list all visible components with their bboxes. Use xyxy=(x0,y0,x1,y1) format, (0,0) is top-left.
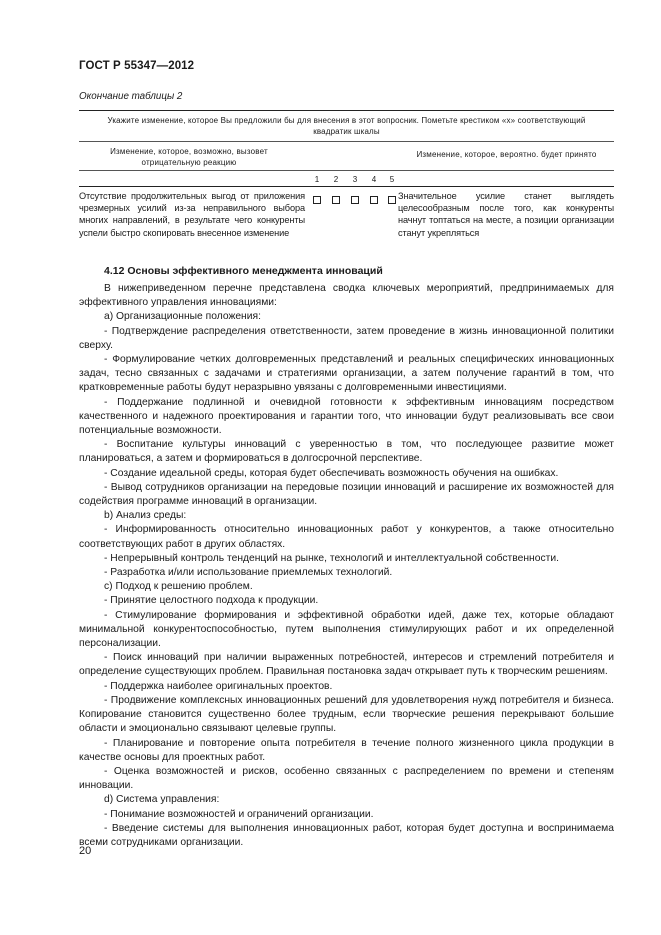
paragraph: - Продвижение комплексных инновационных решений для удовлетворения нужд потребителя и бизнеса. Копирование становится существенно более трудным, если творческие решения перекрывают большие области и эмоционально связывают целевые группы. xyxy=(79,694,614,735)
paragraph: - Разработка и/или использование приемлемых технологий. xyxy=(104,567,393,579)
paragraph: d) Система управления: xyxy=(104,794,220,806)
paragraph: - Вывод сотрудников организации на передовые позиции инноваций и расширение их возможностей для содействия программе инноваций в организации. xyxy=(79,481,614,508)
table-row xyxy=(79,187,614,255)
scale-checkbox-5[interactable] xyxy=(388,196,396,204)
paragraph: - Формулирование четких долговременных представлений и реальных специфических инновационных задач, тесно связанных с задачами и стратегиями организации, а затем получение гарантий в том, что кратковременные работы будут неразрывно увязаны с долговременными инвестициями. xyxy=(79,354,614,394)
scale-label: 2 xyxy=(333,175,339,184)
page-number: 20 xyxy=(79,845,92,857)
scale-label: 1 xyxy=(314,175,320,184)
row-accepted-text: Значительное усилие станет выглядеть целесообразным после того, как конкуренты начнут топтаться на месте, а позиции организации станут укрепляться xyxy=(398,191,614,238)
table-header-row xyxy=(79,142,614,170)
paragraph: - Воспитание культуры инноваций с уверенностью в том, что последующее развитие может планироваться, а затем и формироваться в долгосрочной перспективе. xyxy=(79,439,614,465)
paragraph: - Информированность относительно инновационных работ у конкурентов, а также относительно соответствующих работ в других областях. xyxy=(79,524,614,550)
paragraph: - Непрерывный контроль тенденций на рынке, технологий и интеллектуальной собственности. xyxy=(104,552,559,564)
table-instruction: Укажите изменение, которое Вы предложили бы для внесения в этот вопросник. Пометьте крестиком «х» соответствующий квадратик шкалы xyxy=(107,116,586,136)
paragraph: В нижеприведенном перечне представлена сводка ключевых мероприятий, предпринимаемых для эффективного управления инновациями: xyxy=(79,283,614,309)
row-negative-text: Отсутствие продолжительных выгод от приложения чрезмерных усилий из-за неправильного выбора многих направлений, в результате чего конкуренты успели быстро скопировать внесенное изменение xyxy=(79,191,305,238)
paragraph: - Оценка возможностей и рисков, особенно связанных с распределением по времени и степеням инновации. xyxy=(79,765,614,792)
scale-checkbox-1[interactable] xyxy=(313,196,321,204)
paragraph: - Принятие целостного подхода к продукции. xyxy=(104,595,319,607)
section-title: 4.12 Основы эффективного менеджмента инноваций xyxy=(104,265,383,277)
document-header: ГОСТ Р 55347—2012 xyxy=(79,60,195,72)
paragraph: - Подтверждение распределения ответственности, затем проведение в жизнь инновационной политики сверху. xyxy=(79,325,614,351)
header-accepted-change: Изменение, которое, вероятно. будет принято xyxy=(416,150,597,159)
scale-label: 4 xyxy=(371,175,377,184)
section-body xyxy=(79,282,614,850)
paragraph: - Понимание возможностей и ограничений организации. xyxy=(104,808,374,820)
paragraph: - Поддержание подлинной и очевидной готовности к эффективным инновациям посредством качественного и надежного проектирования и гарантии того, что инновации будут реализовывать все свои потенциальные возможности. xyxy=(79,396,614,437)
scale-checkbox-2[interactable] xyxy=(332,196,340,204)
paragraph: - Стимулирование формирования и эффективной обработки идей, даже тех, которые обладают минимальной конкурентоспособностью, путем выполнения стимулирующих работ и их определенной персонализации. xyxy=(79,609,614,650)
table-caption: Окончание таблицы 2 xyxy=(79,91,183,102)
scale-checkbox-4[interactable] xyxy=(370,196,378,204)
header-negative-change: Изменение, которое, возможно, вызовет отрицательную реакцию xyxy=(110,147,268,167)
scale-checkbox-3[interactable] xyxy=(351,196,359,204)
paragraph: - Создание идеальной среды, которая будет обеспечивать возможность обучения на ошибках. xyxy=(104,467,559,479)
survey-table xyxy=(79,110,614,255)
paragraph: - Поиск инноваций при наличии выраженных потребностей, интересов и стремлений потребителя и определение существующих проблем. Правильная постановка задач открывает путь к творческим решениям. xyxy=(79,652,614,678)
scale-label: 5 xyxy=(389,175,395,184)
paragraph: - Введение системы для выполнения инновационных работ, которая будет доступна и воспринимаема всеми сотрудниками организации. xyxy=(79,822,614,848)
scale-row xyxy=(79,171,614,186)
scale-label: 3 xyxy=(352,175,358,184)
paragraph: c) Подход к решению проблем. xyxy=(104,581,253,593)
paragraph: b) Анализ среды: xyxy=(104,510,187,522)
paragraph: а) Организационные положения: xyxy=(104,311,261,323)
paragraph: - Планирование и повторение опыта потребителя в течение полного жизненного цикла продукции в качестве основы для проектных работ. xyxy=(79,737,614,763)
paragraph: - Поддержка наиболее оригинальных проектов. xyxy=(104,680,333,692)
